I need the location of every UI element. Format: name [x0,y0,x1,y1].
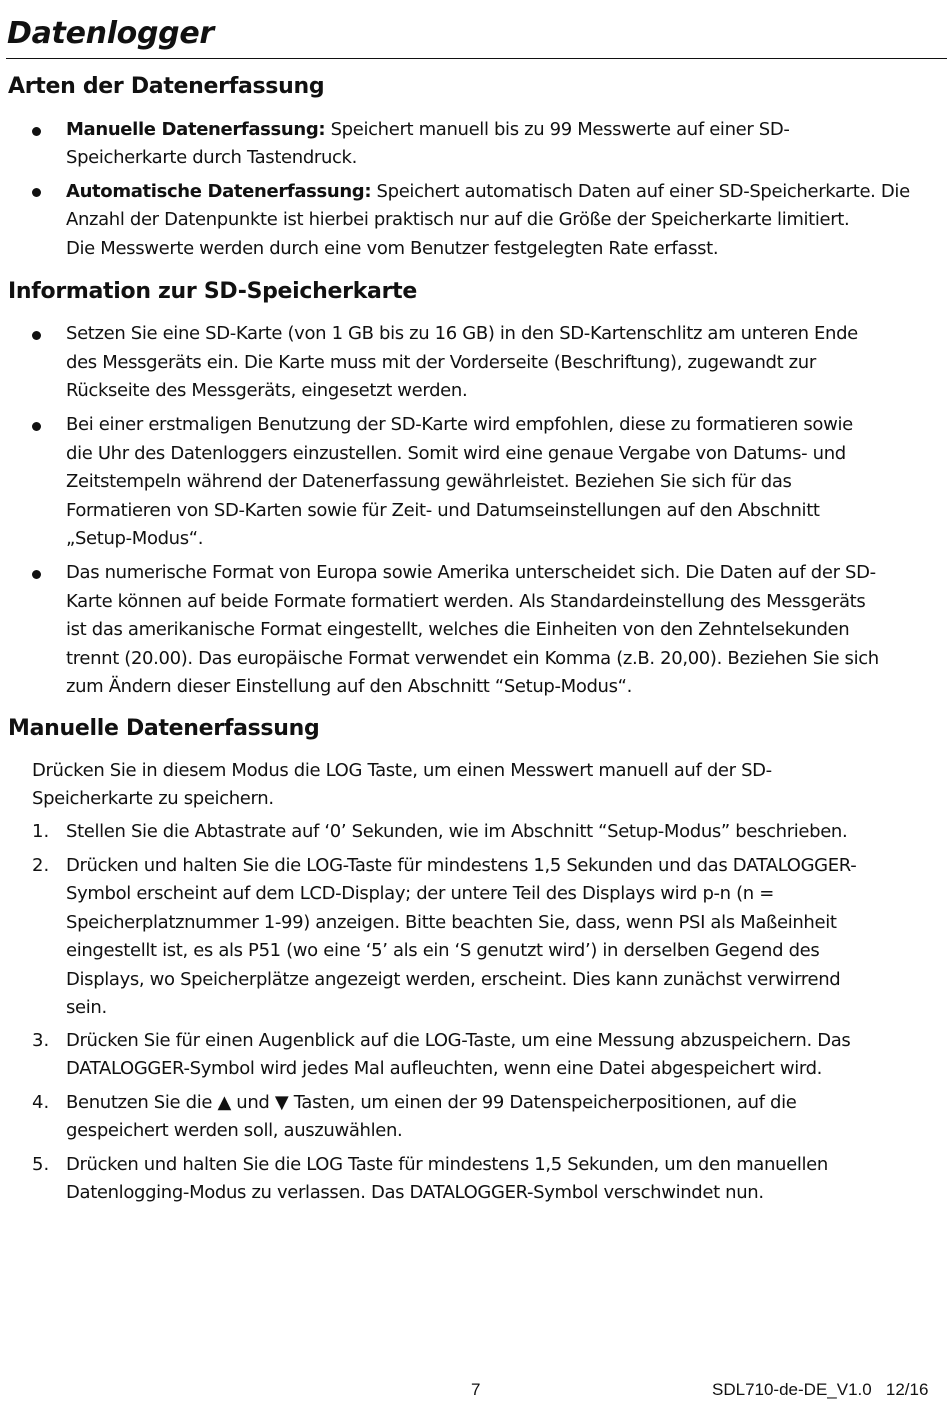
step-line: Drücken und halten Sie die LOG Taste für mindestens 1,5 Sekunden, um den manuellen [66,1154,828,1175]
list-item-line: Karte können auf beide Formate formatiert werden. Als Standardeinstellung des Messgeräts [66,591,866,612]
step-number: 2. [32,855,50,876]
heading-arten: Arten der Datenerfassung [8,74,325,99]
bullet [32,570,41,579]
step-line: sein. [66,997,107,1018]
step-number: 1. [32,821,50,842]
heading-info: Information zur SD-Speicherkarte [8,279,417,304]
step-line: Benutzen Sie die ▲ und ▼ Tasten, um einen der 99 Datenspeicherpositionen, auf die [66,1092,797,1113]
step-line: Displays, wo Speicherplätze angezeigt werden, erscheint. Dies kann zunächst verwirrend [66,969,841,990]
step-line: Speicherplatznummer 1-99) anzeigen. Bitte beachten Sie, dass, wenn PSI als Maßeinheit [66,912,837,933]
step-line: Symbol erscheint auf dem LCD-Display; der untere Teil des Displays wird p-n (n = [66,883,774,904]
list-item-line: ist das amerikanische Format eingestellt, welches die Einheiten von den Zehntelsekunden [66,619,850,640]
list-item-line: „Setup-Modus“. [66,528,204,549]
list-item-line: Das numerische Format von Europa sowie Amerika unterscheidet sich. Die Daten auf der SD- [66,562,876,583]
step-line: gespeichert werden soll, auszuwählen. [66,1120,403,1141]
list-item-line: Setzen Sie eine SD-Karte (von 1 GB bis zu 16 GB) in den SD-Kartenschlitz am unteren Ende [66,323,858,344]
list-item-line: des Messgeräts ein. Die Karte muss mit der Vorderseite (Beschriftung), zugewandt zur [66,352,816,373]
document-id: SDL710-de-DE_V1.0 12/16 [712,1380,929,1399]
step-line: Stellen Sie die Abtastrate auf ‘0’ Sekunden, wie im Abschnitt “Setup-Modus” beschrieben. [66,821,848,842]
list-item-line: Zeitstempeln während der Datenerfassung gewährleistet. Beziehen Sie sich für das [66,471,792,492]
intro-line: Drücken Sie in diesem Modus die LOG Taste, um einen Messwert manuell auf der SD- [32,760,772,781]
list-item-line: Rückseite des Messgeräts, eingesetzt werden. [66,380,468,401]
title-rule [6,58,947,59]
step-number: 3. [32,1030,50,1051]
step-line: Datenlogging-Modus zu verlassen. Das DATALOGGER-Symbol verschwindet nun. [66,1182,764,1203]
step-line: Drücken Sie für einen Augenblick auf die LOG-Taste, um eine Messung abzuspeichern. Das [66,1030,851,1051]
step-line: eingestellt ist, es als P51 (wo eine ‘5’ als ein ‘S genutzt wird’) in derselben Gegend des [66,940,820,961]
list-item: Automatische Datenerfassung: Speichert automatisch Daten auf einer SD-Speicherkarte. Die [66,181,910,202]
list-item-line: zum Ändern dieser Einstellung auf den Abschnitt “Setup-Modus“. [66,676,632,697]
list-item-line: Anzahl der Datenpunkte ist hierbei praktisch nur auf die Größe der Speicherkarte limitiert. [66,209,850,230]
list-item-line: Die Messwerte werden durch eine vom Benutzer festgelegten Rate erfasst. [66,238,719,259]
list-item-line: die Uhr des Datenloggers einzustellen. Somit wird eine genaue Vergabe von Datums- und [66,443,846,464]
list-item-line: Bei einer erstmaligen Benutzung der SD-Karte wird empfohlen, diese zu formatieren sowie [66,414,853,435]
list-item-line: Formatieren von SD-Karten sowie für Zeit- und Datumseinstellungen auf den Abschnitt [66,500,820,521]
step-line: Drücken und halten Sie die LOG-Taste für mindestens 1,5 Sekunden und das DATALOGGER- [66,855,857,876]
list-item-line: Speicherkarte durch Tastendruck. [66,147,358,168]
bullet [32,331,41,340]
bullet [32,422,41,431]
list-item-line: trennt (20.00). Das europäische Format verwendet ein Komma (z.B. 20,00). Beziehen Sie sich [66,648,879,669]
page-title: Datenlogger [7,16,214,51]
intro-line: Speicherkarte zu speichern. [32,788,274,809]
heading-manuell: Manuelle Datenerfassung [8,716,320,741]
bullet [32,127,41,136]
step-number: 5. [32,1154,50,1175]
step-line: DATALOGGER-Symbol wird jedes Mal aufleuchten, wenn eine Datei abgespeichert wird. [66,1058,823,1079]
bullet [32,188,41,197]
page-number: 7 [471,1380,481,1399]
list-item: Manuelle Datenerfassung: Speichert manuell bis zu 99 Messwerte auf einer SD- [66,119,790,140]
step-number: 4. [32,1092,50,1113]
